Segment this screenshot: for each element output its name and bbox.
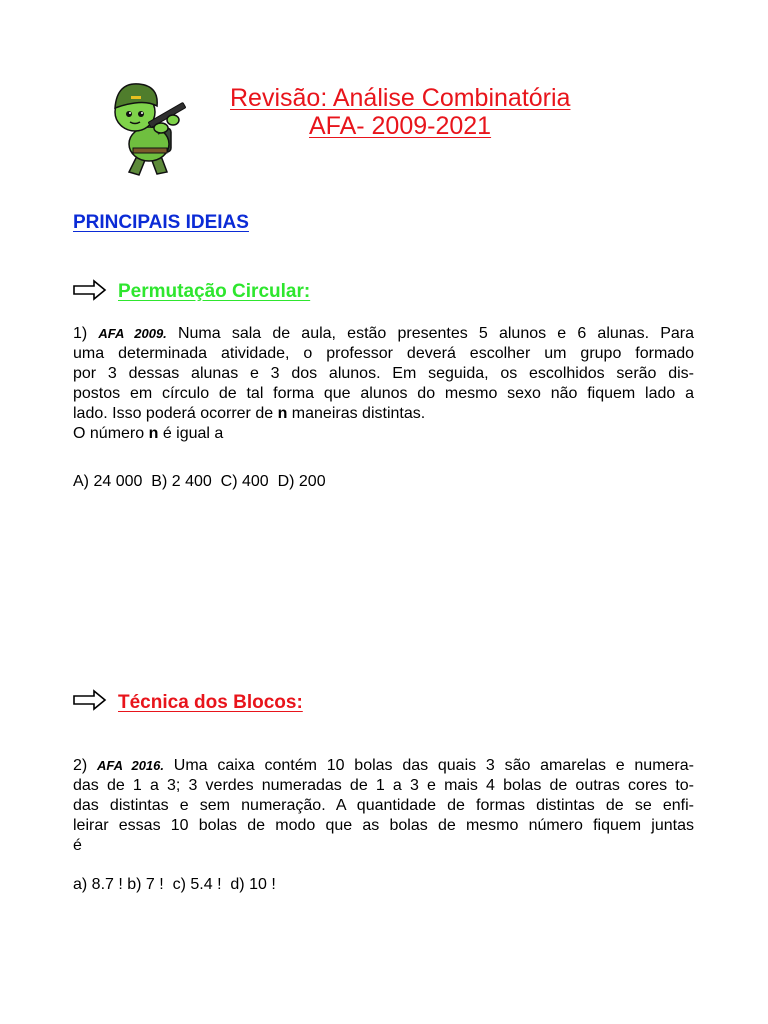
soldier-mascot-icon xyxy=(103,76,221,180)
question-2-line: 2) AFA 2016. Uma caixa contém 10 bolas das quais 3 são amarelas e numera- xyxy=(73,757,694,774)
section-heading-permutacao: Permutação Circular: xyxy=(118,281,311,302)
main-heading: PRINCIPAIS IDEIAS xyxy=(73,212,249,233)
answer-options-1: A) 24 000 B) 2 400 C) 400 D) 200 xyxy=(73,473,326,490)
question-2-line: é xyxy=(73,837,82,854)
question-1-line: postos em círculo de tal forma que alunos do mesmo sexo não fiquem lado a xyxy=(73,385,694,402)
question-source: AFA 2009. xyxy=(98,326,167,341)
question-1-line: lado. Isso poderá ocorrer de n maneiras distintas. xyxy=(73,405,426,422)
variable-n: n xyxy=(148,425,159,442)
question-number: 1) xyxy=(73,325,88,342)
question-number: 2) xyxy=(73,757,88,774)
question-2-line: leirar essas 10 bolas de modo que as bolas de mesmo número fiquem juntas xyxy=(73,817,694,834)
page-title-line-1: Revisão: Análise Combinatória xyxy=(230,84,571,112)
question-1-line: O número n é igual a xyxy=(73,425,224,442)
question-2 xyxy=(73,756,694,856)
question-source: AFA 2016. xyxy=(97,758,165,773)
question-1-line: por 3 dessas alunas e 3 dos alunos. Em seguida, os escolhidos serão dis- xyxy=(73,365,694,382)
question-2-line: das distintas e sem numeração. A quantidade de formas distintas de se enfi- xyxy=(73,797,694,814)
mascot-image xyxy=(103,76,221,180)
question-1 xyxy=(73,324,694,444)
question-1-line: uma determinada atividade, o professor deverá escolher um grupo formado xyxy=(73,345,694,362)
section-heading-blocos: Técnica dos Blocos: xyxy=(118,692,303,713)
question-2-line: das de 1 a 3; 3 verdes numeradas de 1 a 3 e mais 4 bolas de outras cores to- xyxy=(73,777,694,794)
right-arrow-icon xyxy=(73,279,107,301)
variable-n: n xyxy=(277,405,288,422)
page-title-line-2: AFA- 2009-2021 xyxy=(309,112,492,140)
question-1-line: 1) AFA 2009. Numa sala de aula, estão presentes 5 alunos e 6 alunas. Para xyxy=(73,325,694,342)
right-arrow-icon xyxy=(73,689,107,711)
answer-options-2: a) 8.7 ! b) 7 ! c) 5.4 ! d) 10 ! xyxy=(73,876,276,893)
